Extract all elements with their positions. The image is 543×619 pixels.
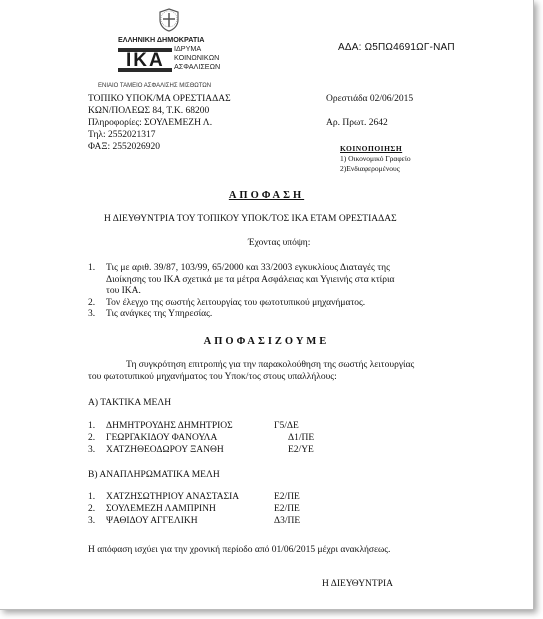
list-item: [88, 298, 448, 310]
list-item: [88, 309, 448, 321]
member-row: [88, 433, 328, 445]
list-item-line: Τις με αριθ. 39/87, 103/99, 65/2000 και 33/2003 εγκυκλίους Διαταγές της: [106, 263, 390, 273]
notification-block: [340, 144, 411, 174]
member-rank: Γ5/ΔΕ: [274, 421, 299, 431]
considerations-list: [88, 263, 448, 321]
office-info: [88, 93, 231, 153]
member-number: 1.: [88, 492, 96, 502]
notification-item: 1) Οικονομικό Γραφείο: [340, 154, 411, 163]
regular-members-list: [88, 421, 328, 457]
alternate-members-list: [88, 492, 328, 528]
protocol-number: Αρ. Πρωτ. 2642: [326, 118, 388, 128]
member-row: [88, 492, 328, 504]
fund-line: ΕΝΙΑΙΟ ΤΑΜΕΙΟ ΑΣΦΑΛΙΣΗΣ ΜΙΣΘΩΤΩΝ: [98, 83, 212, 89]
notification-title: ΚΟΙΝΟΠΟΙΗΣΗ: [340, 144, 403, 153]
regular-members-heading: Α) ΤΑΚΤΙΚΑ ΜΕΛΗ: [88, 398, 172, 408]
member-row: [88, 516, 328, 528]
ika-logo-text: IKA: [126, 50, 165, 71]
phone-number: Τηλ: 2552021317: [88, 130, 156, 140]
considering-heading: Έχοντας υπόψη:: [248, 238, 311, 248]
signature-title: Η ΔΙΕΥΘΥΝΤΡΙΑ: [322, 579, 394, 589]
office-address: ΚΩΝ/ΠΟΛΕΩΣ 84, Τ.Κ. 68200: [88, 106, 210, 116]
member-rank: Ε2/ΠΕ: [274, 504, 300, 514]
list-item: [88, 263, 448, 298]
member-name: ΨΑΘΙΔΟΥ ΑΓΓΕΛΙΚΗ: [106, 516, 198, 526]
fax-number: ΦΑΞ: 2552026920: [88, 142, 160, 152]
list-item-line: του ΙΚΑ.: [106, 286, 141, 296]
greek-emblem-icon: [158, 8, 180, 32]
member-row: [88, 504, 328, 516]
date-protocol: [326, 93, 413, 129]
org-line-3: ΚΟΙΝΩΝΙΚΩΝ: [174, 53, 220, 62]
list-item-number: 2.: [88, 297, 96, 308]
place-date: Ορεστιάδα 02/06/2015: [326, 94, 414, 104]
info-contact: Πληροφορίες: ΣΟΥΛΕΜΕΖΗ Λ.: [88, 118, 213, 128]
org-line-4: ΑΣΦΑΛΙΣΕΩΝ: [174, 62, 221, 71]
member-row: [88, 421, 328, 433]
org-line-2: ΙΔΡΥΜΑ: [174, 44, 202, 53]
director-line: Η ΔΙΕΥΘΥΝΤΡΙΑ ΤΟΥ ΤΟΠΙΚΟΥ ΥΠΟΚ/ΤΟΣ ΙΚΑ ΕΤΑΜ ΟΡΕΣΤΙΑΔΑΣ: [104, 214, 397, 224]
composition-line-2: του φωτοτυπικού μηχανήματος του Υποκ/τος στους υπαλλήλους:: [88, 372, 337, 382]
member-number: 3.: [88, 516, 96, 526]
member-rank: Δ1/ΠΕ: [288, 433, 315, 443]
member-name: ΧΑΤΖΗΣΩΤΗΡΙΟΥ ΑΝΑΣΤΑΣΙΑ: [106, 492, 240, 502]
member-rank: Δ3/ΠΕ: [274, 516, 301, 526]
member-name: ΧΑΤΖΗΘΕΟΔΩΡΟΥ ΞΑΝΘΗ: [106, 445, 224, 455]
member-rank: Ε2/ΠΕ: [274, 492, 300, 502]
office-name: ΤΟΠΙΚΟ ΥΠΟΚ/ΜΑ ΟΡΕΣΤΙΑΔΑΣ: [88, 94, 231, 104]
org-line-1: ΕΛΛΗΝΙΚΗ ΔΗΜΟΚΡΑΤΙΑ: [118, 35, 205, 44]
ada-code: ΑΔΑ: Ω5ΠΩ4691ΩΓ-ΝΑΠ: [338, 42, 455, 53]
list-item-text: Τον έλεγχο της σωστής λειτουργίας του φωτοτυπικού μηχανήματος.: [106, 297, 366, 308]
member-row: [88, 445, 328, 457]
member-rank: Ε2/ΥΕ: [288, 445, 314, 455]
member-name: ΣΟΥΛΕΜΕΖΗ ΛΑΜΠΡΙΝΗ: [106, 504, 216, 514]
list-item-number: 1.: [88, 263, 96, 273]
list-item-number: 3.: [88, 309, 96, 319]
alternate-members-heading: Β) ΑΝΑΠΛΗΡΩΜΑΤΙΚΑ ΜΕΛΗ: [88, 470, 220, 480]
list-item-text: Τις ανάγκες της Υπηρεσίας.: [106, 309, 213, 319]
member-number: 2.: [88, 504, 96, 514]
list-item-text: [106, 263, 448, 298]
notification-item: 2)Ενδιαφερομένους: [340, 164, 400, 173]
member-number: 2.: [88, 433, 96, 443]
member-name: ΓΕΩΡΓΑΚΙΔΟΥ ΦΑΝΟΥΛΑ: [106, 433, 218, 443]
validity-statement: Η απόφαση ισχύει για την χρονική περίοδο από 01/06/2015 μέχρι ανακλήσεως.: [88, 545, 391, 555]
composition-line-1: Τη συγκρότηση επιτροπής για την παρακολούθηση της σωστής λειτουργίας: [126, 360, 415, 370]
member-name: ΔΗΜΗΤΡΟΥΔΗΣ ΔΗΜΗΤΡΙΟΣ: [106, 421, 233, 431]
decision-title: ΑΠΟΦΑΣΗ: [228, 190, 305, 201]
ika-logo: [118, 46, 172, 74]
member-number: 1.: [88, 421, 96, 431]
we-decide-title: ΑΠΟΦΑΣΙΖΟΥΜΕ: [203, 336, 330, 347]
member-number: 3.: [88, 445, 96, 455]
list-item-line: Διοίκησης του ΙΚΑ σχετικά με τα μέτρα Ασφάλειας και Υγιεινής στα κτίρια: [106, 274, 395, 285]
